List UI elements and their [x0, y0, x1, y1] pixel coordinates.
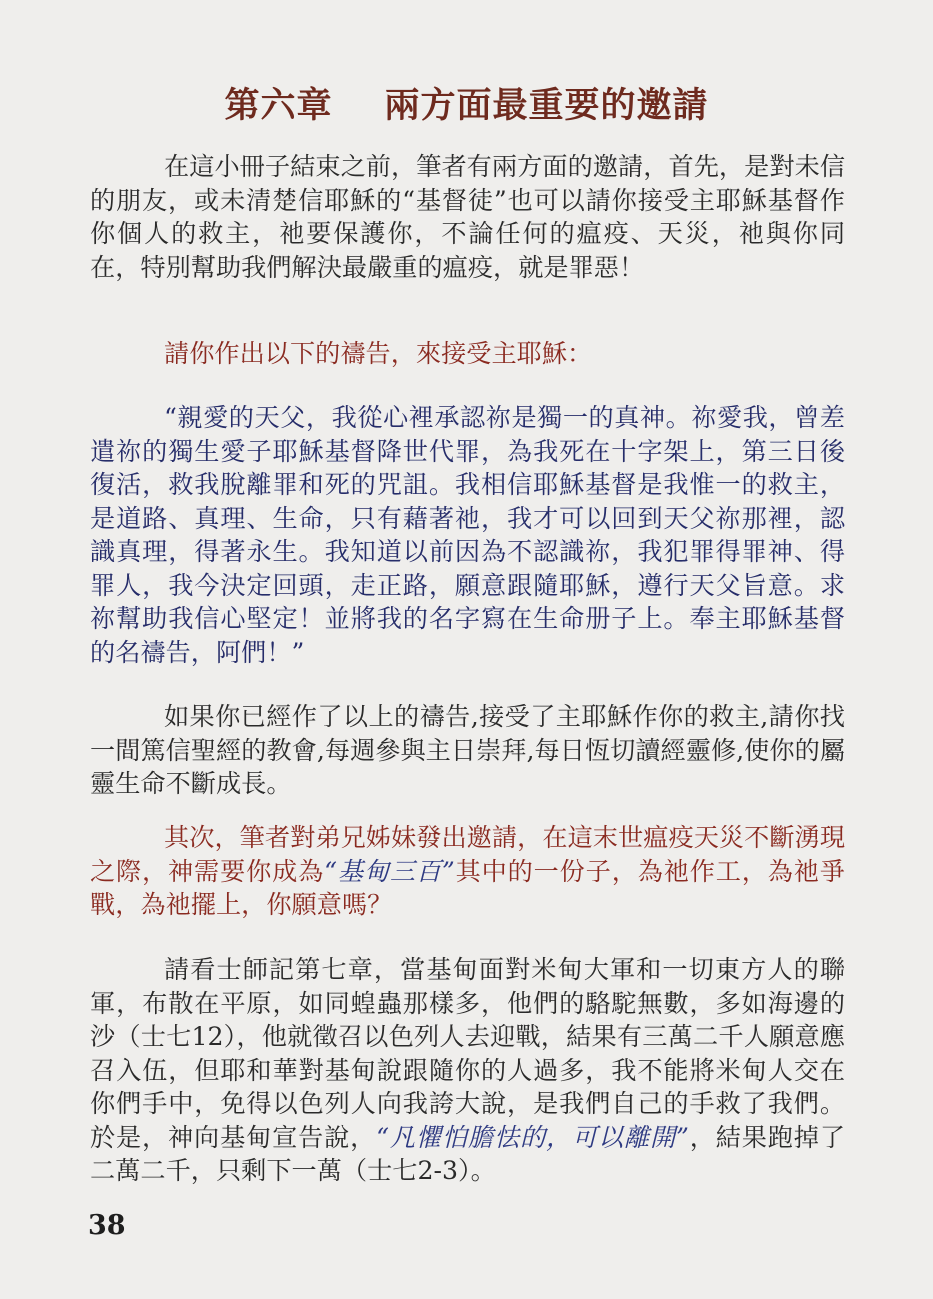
second-invite-text-1: 其次，筆者對弟兄姊妹發出邀請，在這末世瘟疫天災不斷湧現之際，神需要你成為 [90, 823, 845, 886]
chapter-title: 兩方面最重要的邀請 [384, 86, 709, 126]
after-prayer-paragraph: 如果你已經作了以上的禱告,接受了主耶穌作你的救主,請你找一間篤信聖經的教會,每週參與主日崇拜,每日恆切讀經靈修,使你的屬靈生命不斷成長。 [90, 702, 845, 798]
gideon-300-highlight: “基甸三百” [324, 856, 455, 886]
chapter-label: 第六章 [224, 86, 333, 126]
second-invite-text-2: 其中的一份子，為祂作工，為祂爭戰，為祂擺上，你願意嗎？ [90, 856, 845, 919]
gideon-text-1: 請看士師記第七章，當基甸面對米甸大軍和一切東方人的聯軍，布散在平原，如同蝗蟲那樣多，他們的駱駝無數，多如海邊的沙（士七12），他就徵召以色列人去迎戰，結果有三萬二千人願意應召入伍，但耶和華對基甸說跟隨你的人過多，我不能將米甸人交在你們手中，免得以色列人向我誇大說，是我們自己的手救了我們。於是，神向基甸宣告說， [90, 955, 845, 1152]
prayer-prompt: 請你作出以下的禱告，來接受主耶穌： [164, 339, 593, 368]
gideon-quote-highlight: “凡懼怕膽怯的，可以離開” [376, 1122, 689, 1152]
prayer-paragraph: “親愛的天父，我從心裡承認祢是獨一的真神。祢愛我，曾差遣祢的獨生愛子耶穌基督降世代罪，為我死在十字架上，第三日後復活，救我脫離罪和死的咒詛。我相信耶穌基督是我惟一的救主，是道路、真理、生命，只有藉著祂，我才可以回到天父祢那裡，認識真理，得著永生。我知道以前因為不認識祢，我犯罪得罪神、得罪人，我今決定回頭，走正路，願意跟隨耶穌，遵行天父旨意。求祢幫助我信心堅定！並將我的名字寫在生命册子上。奉主耶穌基督的名禱告，阿們！” [90, 403, 845, 667]
chapter-heading [0, 78, 933, 128]
intro-paragraph: 在這小冊子結束之前，筆者有兩方面的邀請，首先，是對未信的朋友，或未清楚信耶穌的“基督徒”也可以請你接受主耶穌基督作你個人的救主，祂要保護你，不論任何的瘟疫、天災，祂與你同在，特別幫助我們解決最嚴重的瘟疫，就是罪惡！ [90, 152, 845, 282]
second-invitation-paragraph [90, 821, 845, 922]
gideon-paragraph [90, 953, 845, 1188]
page-number: 38 [88, 1210, 126, 1241]
gideon-text-2: ，結果跑掉了二萬二千，只剩下一萬（士七2-3）。 [90, 1122, 846, 1185]
